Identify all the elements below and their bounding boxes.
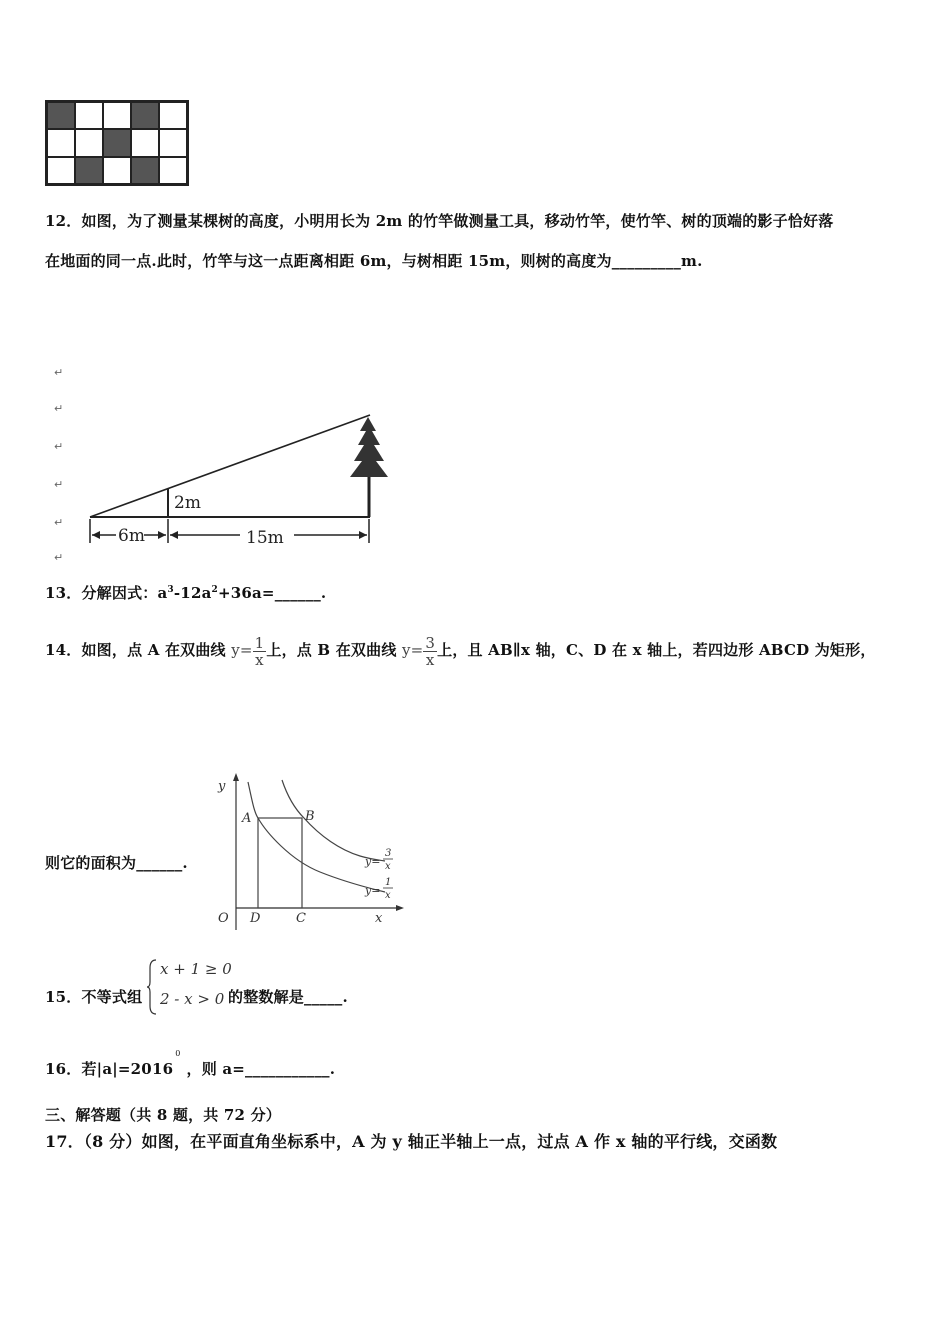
q14-line1 xyxy=(45,620,876,680)
curve-y-1-over-x xyxy=(248,782,385,892)
tree-icon xyxy=(350,417,388,477)
q14-curve2-lhs: y= xyxy=(401,641,424,659)
grid-cell-light xyxy=(103,102,131,129)
tree-shadow-figure xyxy=(80,405,400,555)
return-mark: ↵ xyxy=(54,440,64,453)
left-distance-label: 6m xyxy=(118,526,145,546)
q16-prefix: 16．若|a|=2016 xyxy=(45,1060,174,1078)
return-mark: ↵ xyxy=(54,516,64,529)
q13-mid: -12a xyxy=(173,584,212,602)
q12-line1: 12．如图，为了测量某棵树的高度，小明用长为 2m 的竹竿做测量工具，移动竹竿，使竹竿、树的顶端的影子恰好落 xyxy=(45,212,834,230)
return-mark: ↵ xyxy=(54,478,64,491)
q13-exp3: 3 xyxy=(167,585,174,595)
shadow-ray xyxy=(90,415,370,517)
grid-cell-light xyxy=(131,129,159,156)
point-b-label: B xyxy=(305,809,315,824)
brace-icon xyxy=(146,958,158,1016)
grid-cell-light xyxy=(47,157,75,184)
curve1-eq-den: x xyxy=(385,890,391,901)
q14-suffix: 上，且 AB∥x 轴，C、D 在 x 轴上，若四边形 ABCD 为矩形， xyxy=(437,641,876,659)
q14-curve1-num: 1 xyxy=(254,633,265,652)
grid-cell-light xyxy=(103,157,131,184)
grid-cell-dark xyxy=(131,157,159,184)
return-mark: ↵ xyxy=(54,402,64,415)
q15-suffix: 的整数解是_____. xyxy=(228,988,348,1006)
q14-curve1-den: x xyxy=(255,650,264,669)
q13-suffix: +36a=______. xyxy=(217,584,327,602)
grid-cell-light xyxy=(159,102,187,129)
q16-exp: 0 xyxy=(175,1049,181,1058)
section-title: 三、解答题（共 8 题，共 72 分） xyxy=(45,1106,282,1124)
q14-curve2-den: x xyxy=(425,650,435,669)
grid-cell-light xyxy=(75,102,103,129)
hyperbola-figure xyxy=(210,770,410,935)
rectangle-abcd xyxy=(258,818,302,908)
q15-prefix: 15．不等式组 xyxy=(45,988,143,1006)
grid-cell-dark xyxy=(47,102,75,129)
q16-line xyxy=(45,1049,336,1079)
q14-curve2-fraction xyxy=(423,635,437,668)
q13-a: a xyxy=(157,584,168,602)
pole-length-label: 2m xyxy=(174,493,201,513)
curve-y-3-over-x xyxy=(282,780,385,861)
q14-curve1-fraction xyxy=(253,635,267,668)
curve3-eq-num: 3 xyxy=(385,848,392,859)
curve3-eq-label: y= xyxy=(365,855,381,868)
q14-curve2-num: 3 xyxy=(425,633,436,652)
x-axis-label: x xyxy=(375,911,383,926)
curve1-eq-num: 1 xyxy=(385,877,392,888)
q13-prefix: 13．分解因式： xyxy=(45,584,158,602)
origin-label: O xyxy=(218,911,229,926)
q12-line2: 在地面的同一点.此时，竹竿与这一点距离相距 6m，与树相距 15m，则树的高度为_________m. xyxy=(45,252,703,270)
curve1-eq-label: y= xyxy=(365,884,381,897)
point-d-label: D xyxy=(250,911,261,926)
checkerboard-grid xyxy=(45,100,189,186)
grid-cell-dark xyxy=(131,102,159,129)
q16-suffix: ，则 a=___________. xyxy=(186,1060,336,1078)
q15-inequality-2: 2 - x > 0 xyxy=(160,990,225,1008)
q14-mid: 上，点 B 在双曲线 xyxy=(266,641,402,659)
point-a-label: A xyxy=(242,811,252,826)
grid-cell-light xyxy=(159,129,187,156)
q17-line: 17．（8 分）如图，在平面直角坐标系中，A 为 y 轴正半轴上一点，过点 A 作 x 轴的平行线，交函数 xyxy=(45,1132,778,1151)
q13-exp2: 2 xyxy=(211,585,218,595)
right-distance-label: 15m xyxy=(246,528,284,548)
q14-prefix: 14．如图，点 A 在双曲线 xyxy=(45,641,232,659)
grid-cell-light xyxy=(75,129,103,156)
q14-line2: 则它的面积为______. xyxy=(45,854,188,872)
grid-cell-light xyxy=(159,157,187,184)
q15-inequality-1: x + 1 ≥ 0 xyxy=(160,960,232,978)
q14-curve1-lhs: y= xyxy=(231,641,253,659)
return-mark: ↵ xyxy=(54,366,64,379)
q13-line xyxy=(45,582,326,603)
curve3-eq-den: x xyxy=(385,861,391,872)
grid-cell-dark xyxy=(103,129,131,156)
grid-cell-dark xyxy=(75,157,103,184)
grid-cell-light xyxy=(47,129,75,156)
point-c-label: C xyxy=(296,911,306,926)
y-axis-label: y xyxy=(218,779,226,794)
return-mark: ↵ xyxy=(54,551,64,564)
